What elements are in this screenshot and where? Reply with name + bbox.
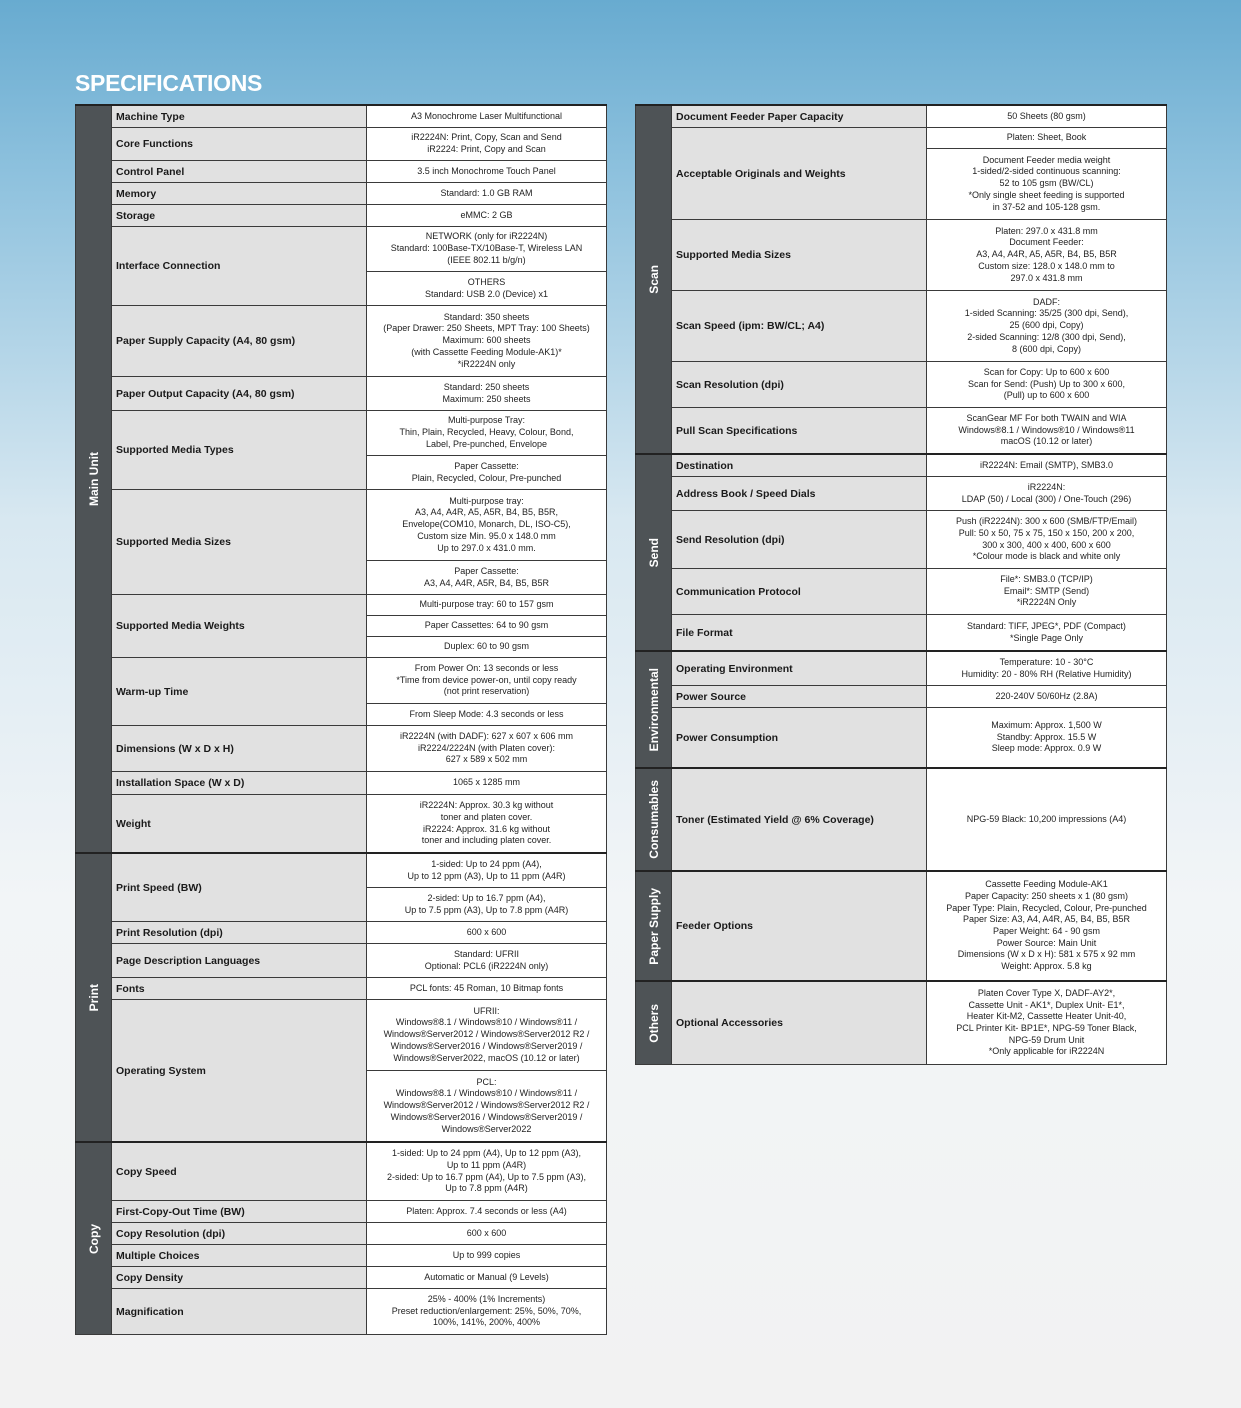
spec-row <box>636 128 1167 149</box>
spec-value: Standard: 350 sheets (Paper Drawer: 250 Sheets, MPT Tray: 100 Sheets) Maximum: 600 sheets (with Cassette Feeding Module-AK1)* *iR2224N only <box>367 306 607 377</box>
spec-row <box>636 708 1167 769</box>
section-label-text: Copy <box>86 1223 101 1254</box>
spec-row <box>76 1245 607 1267</box>
spec-value: Document Feeder media weight 1-sided/2-sided continuous scanning: 52 to 105 gsm (BW/CL) *Only single sheet feeding is supported in 37-52 and 105-128 gsm. <box>927 149 1167 220</box>
spec-value: iR2224N: Approx. 30.3 kg without toner and platen cover. iR2224: Approx. 31.6 kg without toner and including platen cover. <box>367 795 607 854</box>
spec-value: PCL fonts: 45 Roman, 10 Bitmap fonts <box>367 978 607 1000</box>
section-label-text: Send <box>646 537 661 568</box>
spec-value: 600 x 600 <box>367 922 607 944</box>
spec-row <box>76 1201 607 1223</box>
spec-row <box>76 944 607 978</box>
spec-value: Duplex: 60 to 90 gsm <box>367 637 607 658</box>
spec-value: Multi-purpose Tray: Thin, Plain, Recycled, Heavy, Colour, Bond, Label, Pre-punched, Envelope <box>367 411 607 456</box>
spec-row <box>76 795 607 854</box>
spec-row <box>76 306 607 377</box>
spec-label-core-functions: Core Functions <box>112 128 367 161</box>
spec-label-toner-estimated-yield-6-coverage: Toner (Estimated Yield @ 6% Coverage) <box>672 768 927 871</box>
spec-value: 220-240V 50/60Hz (2.8A) <box>927 686 1167 708</box>
section-label-text: Consumables <box>646 780 661 859</box>
spec-value: File*: SMB3.0 (TCP/IP) Email*: SMTP (Send) *iR2224N Only <box>927 569 1167 615</box>
spec-row <box>76 161 607 183</box>
spec-value: Standard: 1.0 GB RAM <box>367 183 607 205</box>
spec-table-left-body <box>76 105 607 1335</box>
spec-label-acceptable-originals-and-weights: Acceptable Originals and Weights <box>672 128 927 220</box>
spec-label-paper-supply-capacity-a4-80-gsm: Paper Supply Capacity (A4, 80 gsm) <box>112 306 367 377</box>
spec-value: ScanGear MF For both TWAIN and WIA Windows®8.1 / Windows®10 / Windows®11 macOS (10.12 or later) <box>927 408 1167 455</box>
spec-label-print-speed-bw: Print Speed (BW) <box>112 853 367 922</box>
spec-label-copy-resolution-dpi: Copy Resolution (dpi) <box>112 1223 367 1245</box>
spec-value: iR2224N: Print, Copy, Scan and Send iR2224: Print, Copy and Scan <box>367 128 607 161</box>
spec-value: NETWORK (only for iR2224N) Standard: 100Base-TX/10Base-T, Wireless LAN (IEEE 802.11 b/g/n) <box>367 227 607 272</box>
spec-label-supported-media-types: Supported Media Types <box>112 411 367 490</box>
spec-value: Scan for Copy: Up to 600 x 600 Scan for Send: (Push) Up to 300 x 600, (Pull) up to 600 x 600 <box>927 362 1167 408</box>
spec-label-weight: Weight <box>112 795 367 854</box>
spec-label-optional-accessories: Optional Accessories <box>672 981 927 1065</box>
spec-label-power-consumption: Power Consumption <box>672 708 927 769</box>
section-label-main-unit <box>76 105 112 853</box>
spec-label-control-panel: Control Panel <box>112 161 367 183</box>
spec-label-pull-scan-specifications: Pull Scan Specifications <box>672 408 927 455</box>
spec-row <box>636 871 1167 981</box>
section-label-print <box>76 853 112 1142</box>
spec-row <box>76 922 607 944</box>
spec-value: Multi-purpose tray: A3, A4, A4R, A5, A5R, B4, B5, B5R, Envelope(COM10, Monarch, DL, ISO-C5), Custom size Min. 95.0 x 148.0 mm Up to 297.0 x 431.0 mm. <box>367 490 607 561</box>
spec-label-interface-connection: Interface Connection <box>112 227 367 306</box>
spec-row <box>76 105 607 128</box>
spec-label-power-source: Power Source <box>672 686 927 708</box>
section-label-send <box>636 454 672 651</box>
spec-value: Up to 999 copies <box>367 1245 607 1267</box>
spec-label-warm-up-time: Warm-up Time <box>112 658 367 726</box>
spec-value: 50 Sheets (80 gsm) <box>927 105 1167 128</box>
spec-table-right-body <box>636 105 1167 1065</box>
spec-value: From Power On: 13 seconds or less *Time from device power-on, until copy ready (not print reservation) <box>367 658 607 704</box>
spec-label-destination: Destination <box>672 454 927 477</box>
spec-value: Paper Cassette: Plain, Recycled, Colour, Pre-punched <box>367 456 607 490</box>
section-label-environmental <box>636 651 672 768</box>
spec-label-installation-space-w-x-d: Installation Space (W x D) <box>112 772 367 795</box>
spec-row <box>636 686 1167 708</box>
section-label-text: Print <box>86 983 101 1012</box>
spec-value: A3 Monochrome Laser Multifunctional <box>367 105 607 128</box>
spec-label-supported-media-weights: Supported Media Weights <box>112 595 367 658</box>
spec-row <box>76 1142 607 1201</box>
spec-label-supported-media-sizes: Supported Media Sizes <box>672 220 927 291</box>
spec-value: 600 x 600 <box>367 1223 607 1245</box>
spec-row <box>636 651 1167 686</box>
spec-value: Standard: TIFF, JPEG*, PDF (Compact) *Single Page Only <box>927 615 1167 652</box>
section-label-text: Main Unit <box>86 452 101 506</box>
spec-value: PCL: Windows®8.1 / Windows®10 / Windows®11 / Windows®Server2012 / Windows®Server2012 R2 / Windows®Server2016 / Windows®Server2019 / Windows®Server2022 <box>367 1071 607 1143</box>
section-label-copy <box>76 1142 112 1335</box>
spec-label-communication-protocol: Communication Protocol <box>672 569 927 615</box>
spec-value: NPG-59 Black: 10,200 impressions (A4) <box>927 768 1167 871</box>
spec-value: Platen: Sheet, Book <box>927 128 1167 149</box>
page-title: SPECIFICATIONS <box>75 70 263 96</box>
spec-value: Temperature: 10 - 30°C Humidity: 20 - 80% RH (Relative Humidity) <box>927 651 1167 686</box>
spec-value: Automatic or Manual (9 Levels) <box>367 1267 607 1289</box>
spec-row <box>76 411 607 456</box>
spec-row <box>76 726 607 772</box>
spec-row <box>76 595 607 616</box>
spec-row <box>636 454 1167 477</box>
spec-value: UFRII: Windows®8.1 / Windows®10 / Windows®11 / Windows®Server2012 / Windows®Server2012 R2 / Windows®Server2016 / Windows®Server2019 / Windows®Server2022, macOS (10.12 or later) <box>367 1000 607 1071</box>
spec-value: OTHERS Standard: USB 2.0 (Device) x1 <box>367 272 607 306</box>
spec-value: DADF: 1-sided Scanning: 35/25 (300 dpi, Send), 25 (600 dpi, Copy) 2-sided Scanning: 12/8 (300 dpi, Send), 8 (600 dpi, Copy) <box>927 291 1167 362</box>
spec-row <box>76 205 607 227</box>
spec-row <box>76 978 607 1000</box>
spec-label-operating-environment: Operating Environment <box>672 651 927 686</box>
spec-label-address-book-speed-dials: Address Book / Speed Dials <box>672 477 927 511</box>
spec-row <box>76 1223 607 1245</box>
spec-row <box>76 1000 607 1071</box>
spec-row <box>636 569 1167 615</box>
spec-row <box>636 408 1167 455</box>
spec-row <box>636 981 1167 1065</box>
spec-label-fonts: Fonts <box>112 978 367 1000</box>
section-label-paper-supply <box>636 871 672 981</box>
section-label-scan <box>636 105 672 454</box>
spec-value: iR2224N: Email (SMTP), SMB3.0 <box>927 454 1167 477</box>
spec-label-memory: Memory <box>112 183 367 205</box>
spec-label-scan-resolution-dpi: Scan Resolution (dpi) <box>672 362 927 408</box>
section-label-text: Scan <box>646 265 661 294</box>
spec-label-scan-speed-ipm-bw-cl-a4: Scan Speed (ipm: BW/CL; A4) <box>672 291 927 362</box>
spec-row <box>76 128 607 161</box>
spec-row <box>76 772 607 795</box>
spec-value: 25% - 400% (1% Increments) Preset reduction/enlargement: 25%, 50%, 70%, 100%, 141%, 200%, 400% <box>367 1289 607 1335</box>
spec-label-storage: Storage <box>112 205 367 227</box>
spec-label-page-description-languages: Page Description Languages <box>112 944 367 978</box>
spec-value: 2-sided: Up to 16.7 ppm (A4), Up to 7.5 ppm (A3), Up to 7.8 ppm (A4R) <box>367 888 607 922</box>
spec-value: iR2224N: LDAP (50) / Local (300) / One-Touch (296) <box>927 477 1167 511</box>
spec-label-file-format: File Format <box>672 615 927 652</box>
spec-row <box>636 615 1167 652</box>
section-label-text: Paper Supply <box>646 887 661 965</box>
spec-label-send-resolution-dpi: Send Resolution (dpi) <box>672 511 927 569</box>
spec-value: Platen: 297.0 x 431.8 mm Document Feeder: A3, A4, A4R, A5, A5R, B4, B5, B5R Custom size: 128.0 x 148.0 mm to 297.0 x 431.8 mm <box>927 220 1167 291</box>
spec-label-first-copy-out-time-bw: First-Copy-Out Time (BW) <box>112 1201 367 1223</box>
spec-label-dimensions-w-x-d-x-h: Dimensions (W x D x H) <box>112 726 367 772</box>
spec-row <box>76 490 607 561</box>
spec-label-copy-speed: Copy Speed <box>112 1142 367 1201</box>
spec-value: Platen: Approx. 7.4 seconds or less (A4) <box>367 1201 607 1223</box>
spec-row <box>76 227 607 272</box>
spec-value: 1-sided: Up to 24 ppm (A4), Up to 12 ppm (A3), Up to 11 ppm (A4R) <box>367 853 607 888</box>
spec-row <box>636 291 1167 362</box>
spec-value: 3.5 inch Monochrome Touch Panel <box>367 161 607 183</box>
spec-value: Paper Cassettes: 64 to 90 gsm <box>367 616 607 637</box>
spec-value: Push (iR2224N): 300 x 600 (SMB/FTP/Email) Pull: 50 x 50, 75 x 75, 150 x 150, 200 x 200, 300 x 300, 400 x 400, 600 x 600 *Colour mode is black and white only <box>927 511 1167 569</box>
spec-label-machine-type: Machine Type <box>112 105 367 128</box>
spec-row <box>636 477 1167 511</box>
spec-value: Paper Cassette: A3, A4, A4R, A5R, B4, B5, B5R <box>367 561 607 595</box>
spec-row <box>76 658 607 704</box>
spec-row <box>76 1289 607 1335</box>
spec-value: eMMC: 2 GB <box>367 205 607 227</box>
spec-row <box>636 220 1167 291</box>
section-label-text: Environmental <box>646 667 661 752</box>
spec-label-multiple-choices: Multiple Choices <box>112 1245 367 1267</box>
spec-row <box>636 768 1167 871</box>
spec-value: Cassette Feeding Module-AK1 Paper Capacity: 250 sheets x 1 (80 gsm) Paper Type: Plain, Recycled, Colour, Pre-punched Paper Size: A3, A4, A4R, A5, B4, B5, B5R Paper Weight: 64 - 90 gsm Power Source: Main Unit Dimensions (W x D x H): 581 x 575 x 92 mm Weight: Approx. 5.8 kg <box>927 871 1167 981</box>
spec-label-paper-output-capacity-a4-80-gsm: Paper Output Capacity (A4, 80 gsm) <box>112 377 367 411</box>
spec-label-print-resolution-dpi: Print Resolution (dpi) <box>112 922 367 944</box>
spec-value: Multi-purpose tray: 60 to 157 gsm <box>367 595 607 616</box>
spec-value: From Sleep Mode: 4.3 seconds or less <box>367 704 607 726</box>
spec-value: Maximum: Approx. 1,500 W Standby: Approx. 15.5 W Sleep mode: Approx. 0.9 W <box>927 708 1167 769</box>
spec-row <box>76 1267 607 1289</box>
spec-table-right <box>635 104 1167 1065</box>
section-label-text: Others <box>646 1003 661 1043</box>
section-label-consumables <box>636 768 672 871</box>
spec-row <box>76 183 607 205</box>
spec-label-operating-system: Operating System <box>112 1000 367 1143</box>
spec-row <box>636 511 1167 569</box>
spec-value: Standard: UFRII Optional: PCL6 (iR2224N only) <box>367 944 607 978</box>
spec-value: Platen Cover Type X, DADF-AY2*, Cassette Unit - AK1*, Duplex Unit- E1*, Heater Kit-M2, Cassette Heater Unit-40, PCL Printer Kit- BP1E*, NPG-59 Toner Black, NPG-59 Drum Unit *Only applicable for iR2224N <box>927 981 1167 1065</box>
spec-value: Standard: 250 sheets Maximum: 250 sheets <box>367 377 607 411</box>
spec-label-copy-density: Copy Density <box>112 1267 367 1289</box>
spec-row <box>76 377 607 411</box>
spec-label-document-feeder-paper-capacity: Document Feeder Paper Capacity <box>672 105 927 128</box>
spec-label-supported-media-sizes: Supported Media Sizes <box>112 490 367 595</box>
spec-label-magnification: Magnification <box>112 1289 367 1335</box>
spec-row <box>76 853 607 888</box>
spec-table-left <box>75 104 607 1335</box>
section-label-others <box>636 981 672 1065</box>
spec-value: iR2224N (with DADF): 627 x 607 x 606 mm iR2224/2224N (with Platen cover): 627 x 589 x 502 mm <box>367 726 607 772</box>
spec-row <box>636 362 1167 408</box>
spec-value: 1065 x 1285 mm <box>367 772 607 795</box>
spec-label-feeder-options: Feeder Options <box>672 871 927 981</box>
spec-row <box>636 105 1167 128</box>
spec-value: 1-sided: Up to 24 ppm (A4), Up to 12 ppm (A3), Up to 11 ppm (A4R) 2-sided: Up to 16.7 ppm (A4), Up to 7.5 ppm (A3), Up to 7.8 ppm (A4R) <box>367 1142 607 1201</box>
